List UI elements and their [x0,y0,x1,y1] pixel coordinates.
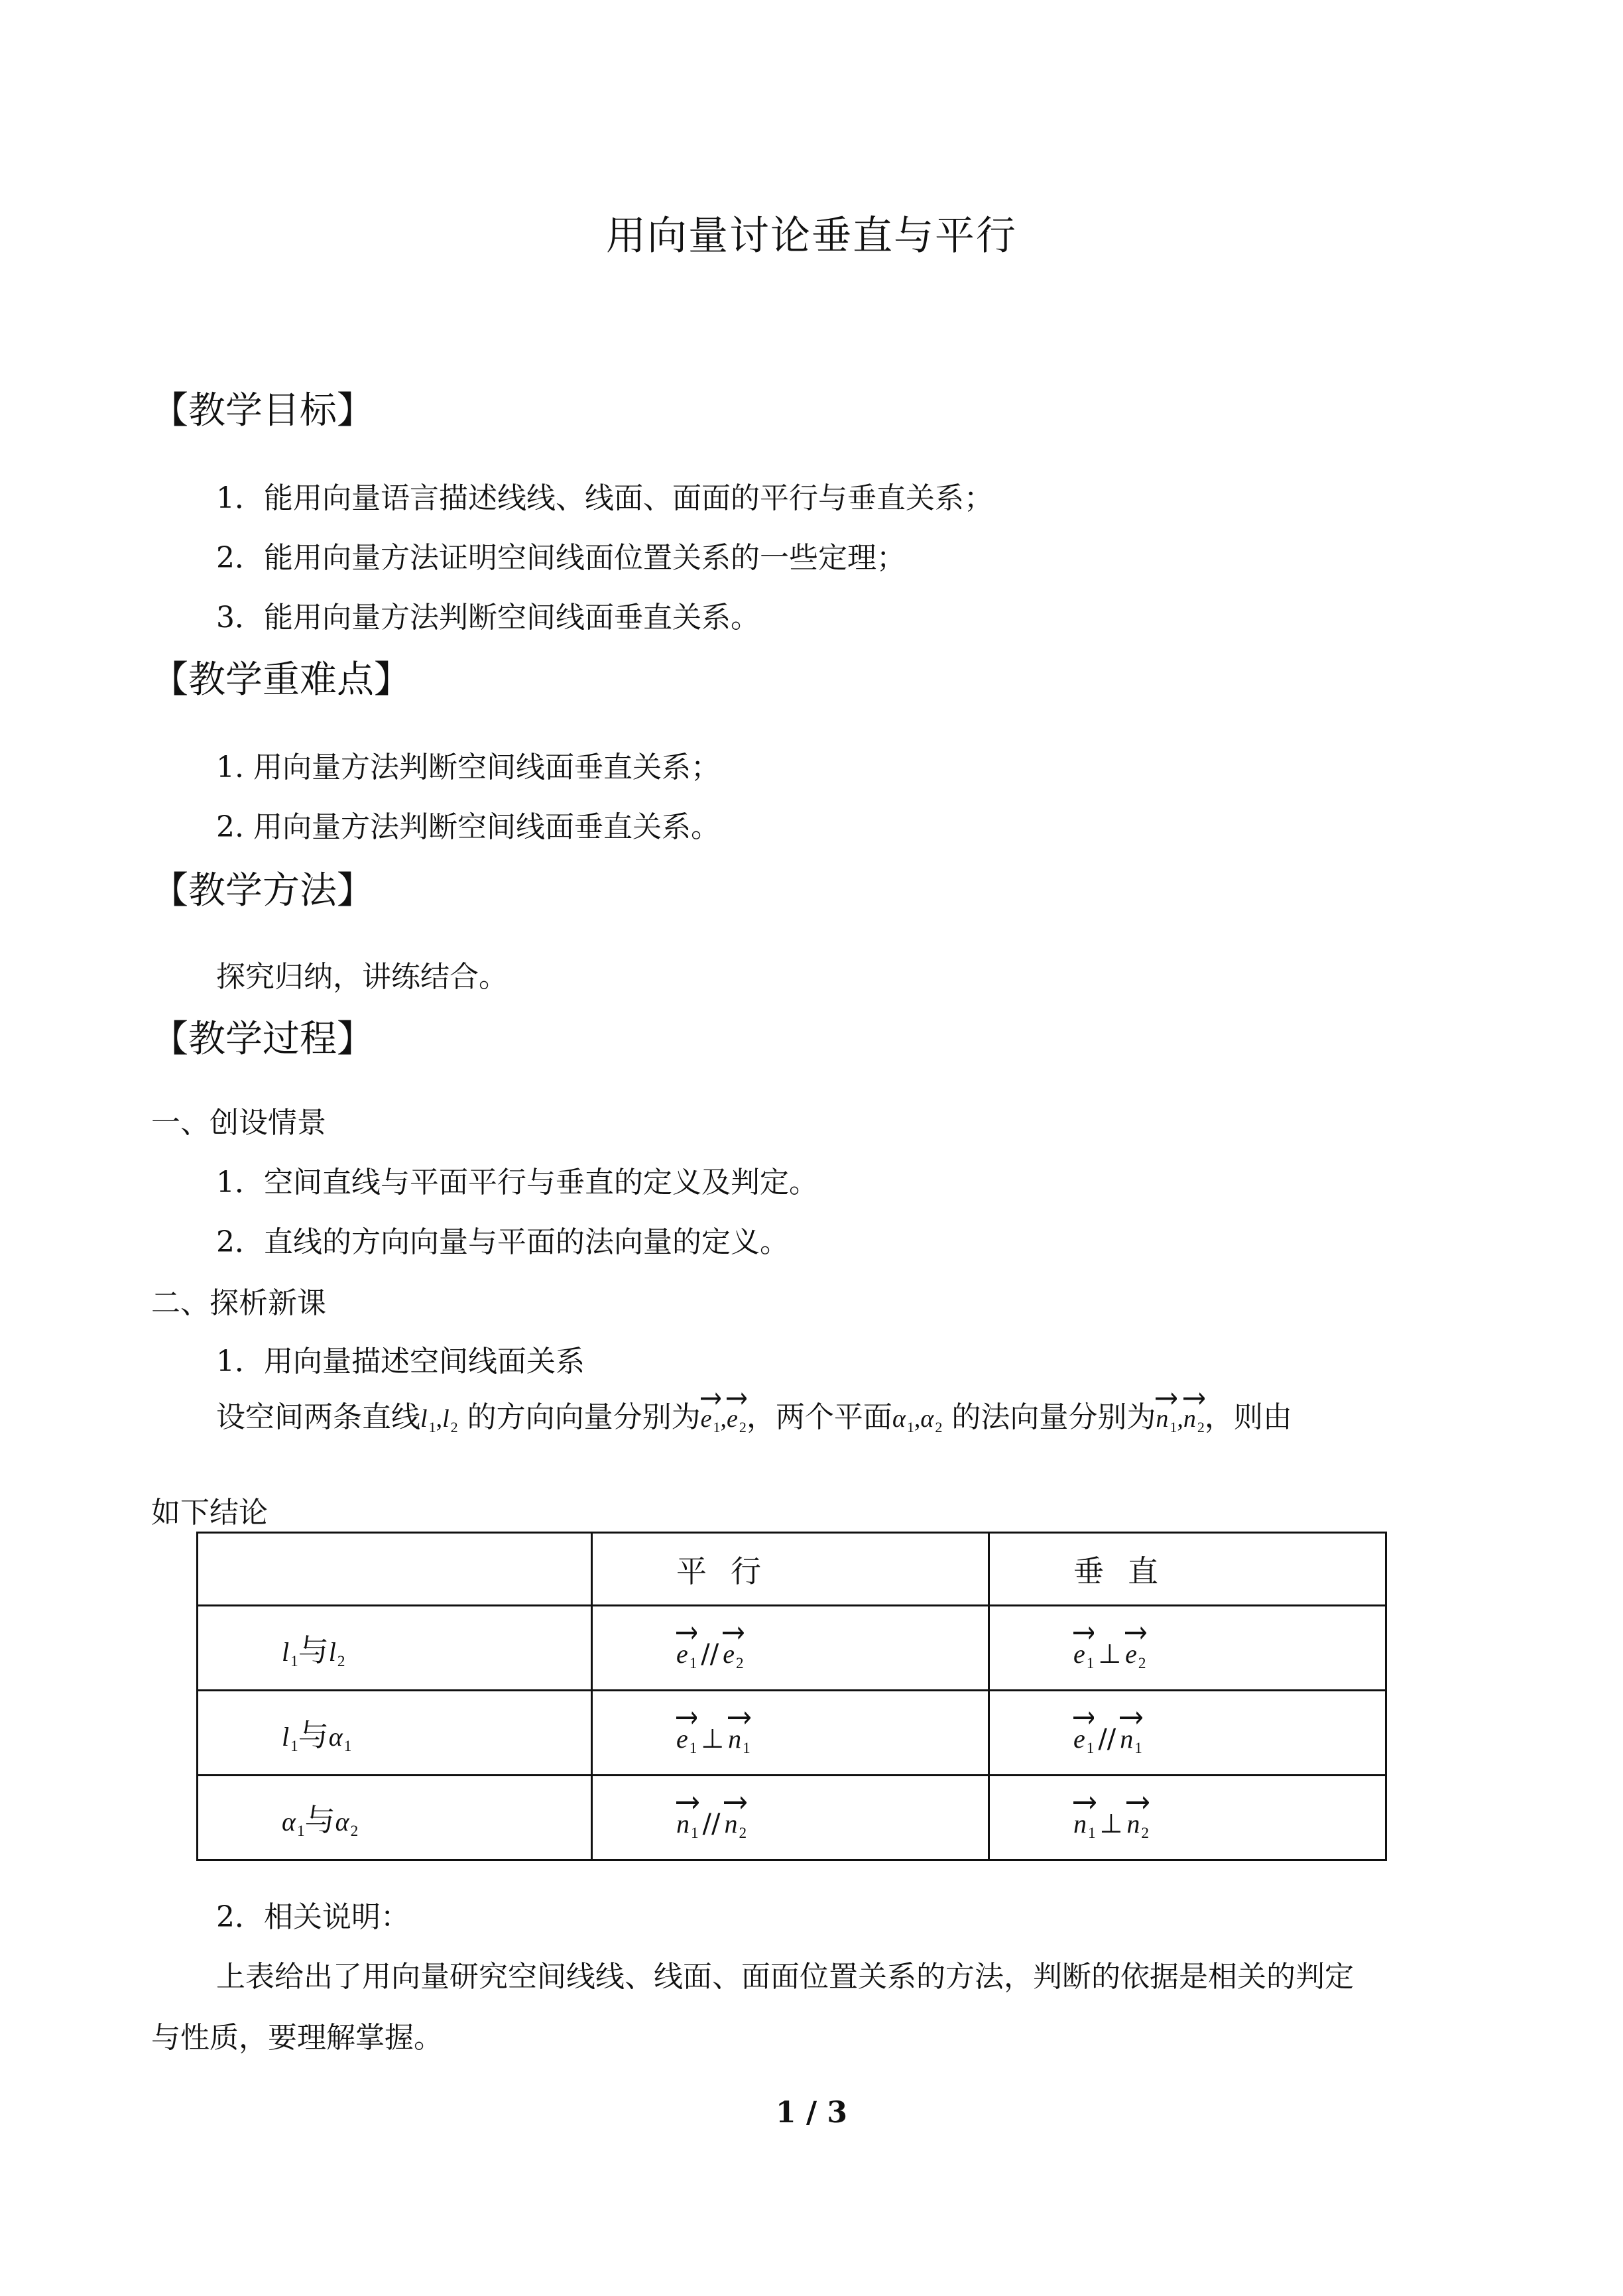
part2-subtitle-1: 1．用向量描述空间线面关系 [216,1345,585,1378]
math-alpha: α [328,1721,343,1752]
math-e: e [1073,1638,1085,1669]
table-header-perpendicular [989,1533,1386,1606]
vector-arrow-icon [1156,1392,1177,1405]
sub-1: 1 [1086,1739,1095,1757]
vector-n1 [1156,1392,1177,1435]
heading-methods: 【教学方法】 [151,869,374,912]
math-alpha: α [282,1806,296,1837]
math-e: e [1125,1638,1137,1669]
para-text-3: ，两个平面 [746,1400,892,1434]
math-alpha: α [920,1404,934,1433]
sub-1: 1 [690,1824,699,1842]
vector-n1 [1120,1711,1142,1757]
objective-item-2: 2．能用向量方法证明空间线面位置关系的一些定理； [216,541,906,575]
table-row [198,1606,1386,1691]
math-n: n [1120,1723,1134,1754]
sub-1: 1 [1087,1824,1096,1842]
math-l: l [442,1404,450,1433]
sub-1: 1 [1134,1739,1142,1757]
cell-parallel [591,1691,989,1776]
math-e: e [727,1404,738,1433]
sub-1: 1 [689,1654,697,1672]
key-point-item-1: 1. 用向量方法判断空间线面垂直关系； [216,751,720,784]
math-comma: , [720,1404,727,1433]
math-alpha: α [335,1806,349,1837]
vector-arrow-icon [1120,1711,1142,1724]
vector-e2 [723,1626,744,1672]
sub-1: 1 [428,1418,436,1435]
definition-paragraph [216,1392,1292,1435]
vector-arrow-icon [676,1711,697,1724]
perpendicular-operator: ⊥ [1099,1808,1123,1839]
table-row [198,1691,1386,1776]
page-number: 1 / 3 [776,2096,847,2130]
vector-arrow-icon [676,1796,699,1809]
vector-arrow-icon [724,1796,747,1809]
table-header-row [198,1533,1386,1606]
perpendicular-operator: ⊥ [701,1723,725,1754]
para-text-6: 如下结论 [151,1496,268,1530]
math-l: l [282,1721,290,1752]
sub-2: 2 [1197,1418,1205,1435]
sub-1: 1 [1086,1654,1095,1672]
sub-2: 2 [739,1824,747,1842]
part1-item-2: 2．直线的方向向量与平面的法向量的定义。 [216,1225,789,1259]
sub-1: 1 [290,1652,298,1670]
table-row [198,1776,1386,1860]
math-comma: , [436,1404,443,1433]
vector-arrow-icon [727,1392,747,1405]
sub-2: 2 [739,1418,747,1435]
para-text-2: 的方向向量分别为 [467,1400,701,1434]
relation-table [196,1532,1387,1861]
vector-arrow-icon [1183,1392,1205,1405]
vector-e1 [676,1711,697,1757]
sub-1: 1 [713,1418,721,1435]
vector-n2 [1183,1392,1205,1435]
parallel-operator: // [1098,1723,1116,1754]
row-label [198,1606,592,1691]
sub-2: 2 [736,1654,744,1672]
math-l: l [420,1404,428,1433]
math-n: n [1073,1808,1087,1839]
math-e: e [676,1723,688,1754]
row-label [198,1776,592,1860]
header-parallel-text: 平行 [676,1553,785,1589]
math-e: e [1073,1723,1085,1754]
part2-subtitle-2: 2．相关说明： [216,1900,410,1934]
row-connector: 与 [298,1632,329,1668]
vector-arrow-icon [1073,1711,1094,1724]
math-n: n [1183,1404,1196,1433]
parallel-operator: // [702,1808,721,1839]
sub-2: 2 [935,1418,943,1435]
heading-process: 【教学过程】 [151,1018,374,1061]
para-text-1: 设空间两条直线 [216,1400,420,1434]
sub-1: 1 [689,1739,697,1757]
header-perp-text: 垂直 [1073,1553,1182,1589]
vector-arrow-icon [728,1711,751,1724]
math-comma: , [914,1404,921,1433]
part1-title: 一、创设情景 [151,1106,326,1140]
vector-arrow-icon [1073,1796,1096,1809]
heading-key-points: 【教学重难点】 [151,658,411,701]
math-n: n [676,1808,690,1839]
part1-item-1: 1．空间直线与平面平行与垂直的定义及判定。 [216,1166,818,1199]
row-connector: 与 [298,1717,329,1753]
vector-e1 [700,1392,721,1435]
row-connector: 与 [304,1801,335,1838]
cell-parallel [591,1776,989,1860]
vector-n1 [676,1796,699,1842]
parallel-operator: // [701,1638,719,1669]
math-e: e [700,1404,712,1433]
vector-arrow-icon [701,1392,721,1405]
math-l: l [328,1636,336,1667]
math-n: n [1156,1404,1169,1433]
table-header-parallel [591,1533,989,1606]
vector-e1 [1073,1626,1095,1672]
vector-arrow-icon [1073,1626,1094,1640]
part2-title: 二、探析新课 [151,1286,326,1320]
sub-2: 2 [1138,1654,1146,1672]
vector-e1 [1073,1711,1095,1757]
vector-e1 [676,1626,697,1672]
vector-n1 [728,1711,751,1757]
vector-arrow-icon [1126,1796,1149,1809]
math-n: n [724,1808,738,1839]
math-e: e [723,1638,735,1669]
explain-line-1: 上表给出了用向量研究空间线线、线面、面面位置关系的方法，判断的依据是相关的判定 [216,1960,1354,1994]
cell-perpendicular [989,1691,1386,1776]
sub-1: 1 [743,1739,751,1757]
sub-1: 1 [343,1737,352,1755]
vector-arrow-icon [676,1626,697,1640]
perpendicular-operator: ⊥ [1098,1638,1122,1669]
cell-parallel [591,1606,989,1691]
sub-1: 1 [1170,1418,1177,1435]
para-text-4: 的法向量分别为 [951,1400,1156,1434]
objective-item-3: 3．能用向量方法判断空间线面垂直关系。 [216,601,760,634]
math-alpha: α [892,1404,906,1433]
row-label [198,1691,592,1776]
vector-e2 [727,1392,747,1435]
key-point-item-2: 2. 用向量方法判断空间线面垂直关系。 [216,810,720,844]
sub-2: 2 [1141,1824,1149,1842]
vector-n2 [1126,1796,1149,1842]
cell-perpendicular [989,1606,1386,1691]
vector-e2 [1125,1626,1146,1672]
sub-1: 1 [297,1822,305,1840]
table-header-empty [198,1533,592,1606]
sub-1: 1 [906,1418,914,1435]
sub-2: 2 [350,1822,359,1840]
explain-line-2: 与性质，要理解掌握。 [151,2021,443,2055]
para-text-5: ，则由 [1204,1400,1292,1434]
vector-n2 [724,1796,747,1842]
methods-text: 探究归纳，讲练结合。 [216,960,508,994]
vector-arrow-icon [723,1626,743,1640]
math-n: n [728,1723,742,1754]
document-title: 用向量讨论垂直与平行 [606,213,1017,259]
math-n: n [1126,1808,1140,1839]
sub-1: 1 [290,1737,298,1755]
heading-objectives: 【教学目标】 [151,389,374,432]
vector-arrow-icon [1125,1626,1146,1640]
vector-n1 [1073,1796,1096,1842]
cell-perpendicular [989,1776,1386,1860]
objective-item-1: 1．能用向量语言描述线线、线面、面面的平行与垂直关系； [216,481,993,515]
math-e: e [676,1638,688,1669]
math-l: l [282,1636,290,1667]
sub-2: 2 [337,1652,345,1670]
math-comma: , [1177,1404,1183,1433]
sub-2: 2 [450,1418,458,1435]
